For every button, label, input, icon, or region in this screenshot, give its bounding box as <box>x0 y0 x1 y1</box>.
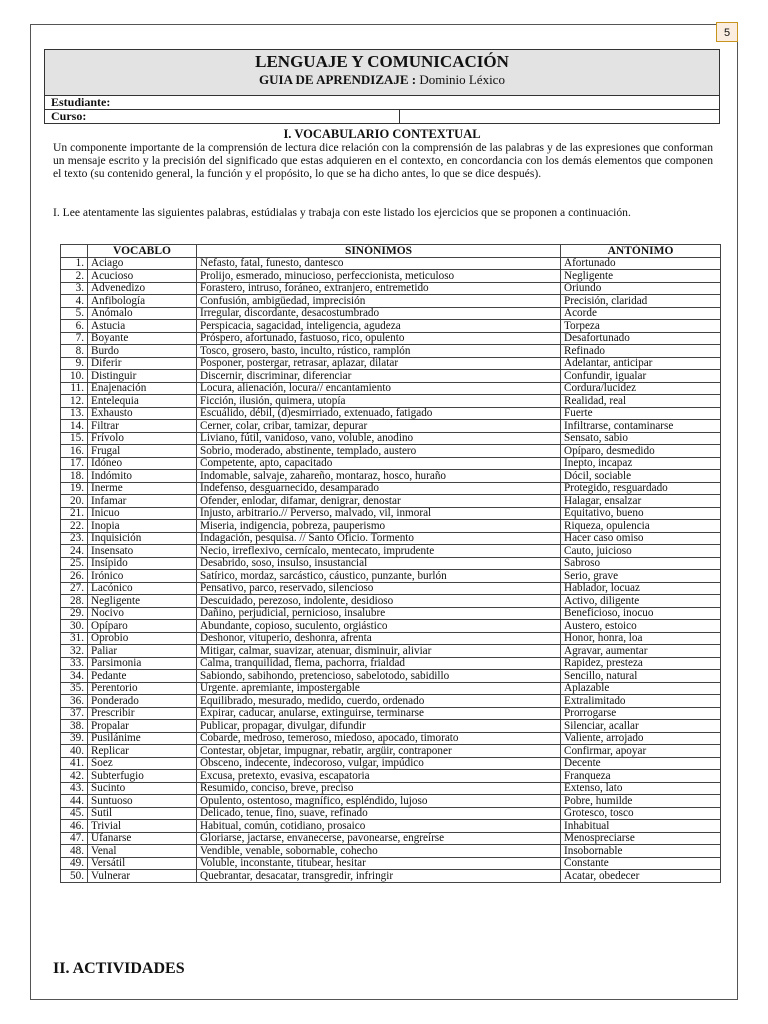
vocablo-cell: Insípido <box>88 557 197 570</box>
row-number: 50. <box>61 870 88 883</box>
sinonimos-cell: Urgente. apremiante, impostergable <box>197 682 561 695</box>
table-row <box>61 445 721 458</box>
table-row <box>61 270 721 283</box>
antonimo-cell: Infiltrarse, contaminarse <box>561 420 721 433</box>
antonimo-cell: Extenso, lato <box>561 782 721 795</box>
row-number: 13. <box>61 407 88 420</box>
sinonimos-cell: Mitigar, calmar, suavizar, atenuar, disminuir, aliviar <box>197 645 561 658</box>
table-row <box>61 657 721 670</box>
table-row <box>61 607 721 620</box>
antonimo-cell: Grotesco, tosco <box>561 807 721 820</box>
vocablo-cell: Subterfugio <box>88 770 197 783</box>
table-row <box>61 770 721 783</box>
antonimo-cell: Aplazable <box>561 682 721 695</box>
antonimo-cell: Prorrogarse <box>561 707 721 720</box>
row-number: 23. <box>61 532 88 545</box>
antonimo-cell: Valiente, arrojado <box>561 732 721 745</box>
sinonimos-cell: Ofender, enlodar, difamar, denigrar, denostar <box>197 495 561 508</box>
antonimo-cell: Desafortunado <box>561 332 721 345</box>
vocablo-cell: Insensato <box>88 545 197 558</box>
antonimo-cell: Sensato, sabio <box>561 432 721 445</box>
vocablo-cell: Aciago <box>88 257 197 270</box>
header-title-block <box>45 50 719 96</box>
row-number: 34. <box>61 670 88 683</box>
antonimo-cell: Insobornable <box>561 845 721 858</box>
antonimo-cell: Rapidez, presteza <box>561 657 721 670</box>
row-number: 44. <box>61 795 88 808</box>
table-row <box>61 732 721 745</box>
table-row <box>61 582 721 595</box>
vocablo-cell: Parsimonia <box>88 657 197 670</box>
sinonimos-cell: Resumido, conciso, breve, preciso <box>197 782 561 795</box>
antonimo-cell: Refinado <box>561 345 721 358</box>
document-subtitle <box>45 72 719 88</box>
table-row <box>61 320 721 333</box>
vocablo-cell: Oprobio <box>88 632 197 645</box>
antonimo-cell: Menospreciarse <box>561 832 721 845</box>
vocablo-cell: Inquisición <box>88 532 197 545</box>
table-row <box>61 620 721 633</box>
row-number: 24. <box>61 545 88 558</box>
row-number: 5. <box>61 307 88 320</box>
sinonimos-cell: Pensativo, parco, reservado, silencioso <box>197 582 561 595</box>
vocablo-cell: Irónico <box>88 570 197 583</box>
table-row <box>61 857 721 870</box>
row-number: 6. <box>61 320 88 333</box>
table-row <box>61 782 721 795</box>
table-row <box>61 682 721 695</box>
antonimo-cell: Constante <box>561 857 721 870</box>
vocablo-cell: Anfibología <box>88 295 197 308</box>
row-number: 9. <box>61 357 88 370</box>
sinonimos-cell: Gloriarse, jactarse, envanecerse, pavonearse, engreírse <box>197 832 561 845</box>
sinonimos-cell: Voluble, inconstante, titubear, hesitar <box>197 857 561 870</box>
table-row <box>61 370 721 383</box>
antonimo-cell: Beneficioso, inocuo <box>561 607 721 620</box>
vocablo-cell: Inicuo <box>88 507 197 520</box>
antonimo-cell: Oriundo <box>561 282 721 295</box>
row-number: 45. <box>61 807 88 820</box>
row-number: 3. <box>61 282 88 295</box>
row-number: 1. <box>61 257 88 270</box>
table-row <box>61 795 721 808</box>
vocablo-cell: Pusilánime <box>88 732 197 745</box>
row-number: 30. <box>61 620 88 633</box>
vocablo-cell: Replicar <box>88 745 197 758</box>
sinonimos-cell: Indomable, salvaje, zahareño, montaraz, hosco, huraño <box>197 470 561 483</box>
instruction-paragraph: I. Lee atentamente las siguientes palabras, estúdialas y trabaja con este listado los ejercicios que se proponen a continuación. <box>53 206 631 219</box>
vocablo-cell: Inerme <box>88 482 197 495</box>
table-row <box>61 570 721 583</box>
vocablo-cell: Propalar <box>88 720 197 733</box>
sinonimos-cell: Excusa, pretexto, evasiva, escapatoria <box>197 770 561 783</box>
antonimo-cell: Precisión, claridad <box>561 295 721 308</box>
sinonimos-cell: Satírico, mordaz, sarcástico, cáustico, punzante, burlón <box>197 570 561 583</box>
vocablo-cell: Suntuoso <box>88 795 197 808</box>
sinonimos-cell: Indefenso, desguarnecido, desamparado <box>197 482 561 495</box>
course-label: Curso: <box>45 110 400 123</box>
sinonimos-cell: Vendible, venable, sobornable, cohecho <box>197 845 561 858</box>
sinonimos-cell: Publicar, propagar, divulgar, difundir <box>197 720 561 733</box>
table-row <box>61 332 721 345</box>
sinonimos-cell: Cerner, colar, cribar, tamizar, depurar <box>197 420 561 433</box>
header-vocablo: VOCABLO <box>88 245 197 258</box>
row-number: 46. <box>61 820 88 833</box>
antonimo-cell: Afortunado <box>561 257 721 270</box>
row-number: 40. <box>61 745 88 758</box>
antonimo-cell: Halagar, ensalzar <box>561 495 721 508</box>
course-row <box>45 109 719 123</box>
row-number: 48. <box>61 845 88 858</box>
row-number: 16. <box>61 445 88 458</box>
table-row <box>61 257 721 270</box>
antonimo-cell: Pobre, humilde <box>561 795 721 808</box>
table-row <box>61 520 721 533</box>
table-row <box>61 595 721 608</box>
row-number: 25. <box>61 557 88 570</box>
row-number: 31. <box>61 632 88 645</box>
antonimo-cell: Extralimitado <box>561 695 721 708</box>
sinonimos-cell: Posponer, postergar, retrasar, aplazar, dilatar <box>197 357 561 370</box>
sinonimos-cell: Nefasto, fatal, funesto, dantesco <box>197 257 561 270</box>
sinonimos-cell: Locura, alienación, locura// encantamiento <box>197 382 561 395</box>
row-number: 36. <box>61 695 88 708</box>
antonimo-cell: Silenciar, acallar <box>561 720 721 733</box>
vocablo-cell: Infamar <box>88 495 197 508</box>
antonimo-cell: Sencillo, natural <box>561 670 721 683</box>
table-row <box>61 307 721 320</box>
table-row <box>61 420 721 433</box>
vocabulary-table <box>60 244 721 883</box>
sinonimos-cell: Prolijo, esmerado, minucioso, perfeccionista, meticuloso <box>197 270 561 283</box>
table-row <box>61 695 721 708</box>
sinonimos-cell: Contestar, objetar, impugnar, rebatir, argüir, contraponer <box>197 745 561 758</box>
antonimo-cell: Fuerte <box>561 407 721 420</box>
sinonimos-cell: Injusto, arbitrario.// Perverso, malvado, vil, inmoral <box>197 507 561 520</box>
document-header <box>44 49 720 124</box>
row-number: 27. <box>61 582 88 595</box>
sinonimos-cell: Irregular, discordante, desacostumbrado <box>197 307 561 320</box>
vocablo-cell: Vulnerar <box>88 870 197 883</box>
antonimo-cell: Hacer caso omiso <box>561 532 721 545</box>
table-row <box>61 482 721 495</box>
vocablo-cell: Soez <box>88 757 197 770</box>
table-row <box>61 532 721 545</box>
vocablo-cell: Venal <box>88 845 197 858</box>
vocablo-cell: Entelequia <box>88 395 197 408</box>
vocablo-cell: Sucinto <box>88 782 197 795</box>
antonimo-cell: Adelantar, anticipar <box>561 357 721 370</box>
table-row <box>61 645 721 658</box>
antonimo-cell: Realidad, real <box>561 395 721 408</box>
header-num <box>61 245 88 258</box>
antonimo-cell: Acatar, obedecer <box>561 870 721 883</box>
antonimo-cell: Dócil, sociable <box>561 470 721 483</box>
row-number: 32. <box>61 645 88 658</box>
antonimo-cell: Franqueza <box>561 770 721 783</box>
vocablo-cell: Versátil <box>88 857 197 870</box>
row-number: 18. <box>61 470 88 483</box>
sinonimos-cell: Opulento, ostentoso, magnífico, espléndido, lujoso <box>197 795 561 808</box>
table-row <box>61 632 721 645</box>
table-row <box>61 507 721 520</box>
vocablo-cell: Filtrar <box>88 420 197 433</box>
vocablo-cell: Frugal <box>88 445 197 458</box>
row-number: 33. <box>61 657 88 670</box>
table-row <box>61 345 721 358</box>
sinonimos-cell: Cobarde, medroso, temeroso, miedoso, apocado, timorato <box>197 732 561 745</box>
table-row <box>61 557 721 570</box>
vocablo-cell: Anómalo <box>88 307 197 320</box>
row-number: 26. <box>61 570 88 583</box>
sinonimos-cell: Expirar, caducar, anularse, extinguirse, terminarse <box>197 707 561 720</box>
vocablo-cell: Inopia <box>88 520 197 533</box>
table-row <box>61 757 721 770</box>
antonimo-cell: Austero, estoico <box>561 620 721 633</box>
vocablo-cell: Advenedizo <box>88 282 197 295</box>
row-number: 29. <box>61 607 88 620</box>
table-row <box>61 282 721 295</box>
header-antonimo: ANTÓNIMO <box>561 245 721 258</box>
antonimo-cell: Inepto, incapaz <box>561 457 721 470</box>
sinonimos-cell: Quebrantar, desacatar, transgredir, infringir <box>197 870 561 883</box>
sinonimos-cell: Ficción, ilusión, quimera, utopía <box>197 395 561 408</box>
sinonimos-cell: Competente, apto, capacitado <box>197 457 561 470</box>
sinonimos-cell: Próspero, afortunado, fastuoso, rico, opulento <box>197 332 561 345</box>
sinonimos-cell: Forastero, intruso, foráneo, extranjero, entremetido <box>197 282 561 295</box>
table-row <box>61 807 721 820</box>
vocablo-cell: Sutil <box>88 807 197 820</box>
vocablo-cell: Boyante <box>88 332 197 345</box>
table-body <box>61 257 721 882</box>
row-number: 20. <box>61 495 88 508</box>
section-title-actividades: II. ACTIVIDADES <box>53 960 185 977</box>
sinonimos-cell: Obsceno, indecente, indecoroso, vulgar, impúdico <box>197 757 561 770</box>
vocablo-cell: Indómito <box>88 470 197 483</box>
sinonimos-cell: Escuálido, débil, (d)esmirriado, extenuado, fatigado <box>197 407 561 420</box>
vocablo-cell: Idóneo <box>88 457 197 470</box>
vocablo-cell: Negligente <box>88 595 197 608</box>
row-number: 11. <box>61 382 88 395</box>
antonimo-cell: Riqueza, opulencia <box>561 520 721 533</box>
vocablo-cell: Distinguir <box>88 370 197 383</box>
vocablo-cell: Perentorio <box>88 682 197 695</box>
antonimo-cell: Equitativo, bueno <box>561 507 721 520</box>
header-sinonimos: SINÓNIMOS <box>197 245 561 258</box>
row-number: 37. <box>61 707 88 720</box>
table-row <box>61 432 721 445</box>
page-number: 5 <box>716 22 738 42</box>
antonimo-cell: Negligente <box>561 270 721 283</box>
table-row <box>61 745 721 758</box>
antonimo-cell: Activo, diligente <box>561 595 721 608</box>
antonimo-cell: Acorde <box>561 307 721 320</box>
table-row <box>61 457 721 470</box>
row-number: 28. <box>61 595 88 608</box>
vocablo-cell: Trivial <box>88 820 197 833</box>
table-row <box>61 470 721 483</box>
vocablo-cell: Diferir <box>88 357 197 370</box>
table-row <box>61 720 721 733</box>
sinonimos-cell: Sobrio, moderado, abstinente, templado, austero <box>197 445 561 458</box>
row-number: 39. <box>61 732 88 745</box>
antonimo-cell: Sabroso <box>561 557 721 570</box>
intro-paragraph: Un componente importante de la comprensión de lectura dice relación con la comprensión de las palabras y de las expresiones que conforman un mensaje escrito y la precisión del significado que estas adquieren en el contexto, en concordancia con los demás elementos que componen el texto (su contenido general, la función y el propósito, lo que se ha dicho antes, lo que se dice después). <box>53 141 713 180</box>
sinonimos-cell: Deshonor, vituperio, deshonra, afrenta <box>197 632 561 645</box>
sinonimos-cell: Liviano, fútil, vanidoso, vano, voluble, anodino <box>197 432 561 445</box>
vocablo-cell: Burdo <box>88 345 197 358</box>
table-row <box>61 832 721 845</box>
student-row <box>45 96 719 109</box>
antonimo-cell: Decente <box>561 757 721 770</box>
sinonimos-cell: Confusión, ambigüedad, imprecisión <box>197 295 561 308</box>
row-number: 22. <box>61 520 88 533</box>
row-number: 12. <box>61 395 88 408</box>
sinonimos-cell: Desabrido, soso, insulso, insustancial <box>197 557 561 570</box>
antonimo-cell: Confirmar, apoyar <box>561 745 721 758</box>
vocablo-cell: Nocivo <box>88 607 197 620</box>
row-number: 15. <box>61 432 88 445</box>
vocablo-cell: Exhausto <box>88 407 197 420</box>
vocablo-cell: Frívolo <box>88 432 197 445</box>
student-label: Estudiante: <box>51 95 111 109</box>
table-row <box>61 495 721 508</box>
table-row <box>61 295 721 308</box>
sinonimos-cell: Delicado, tenue, fino, suave, refinado <box>197 807 561 820</box>
table-row <box>61 820 721 833</box>
table-row <box>61 395 721 408</box>
row-number: 7. <box>61 332 88 345</box>
antonimo-cell: Agravar, aumentar <box>561 645 721 658</box>
sinonimos-cell: Miseria, indigencia, pobreza, pauperismo <box>197 520 561 533</box>
vocablo-cell: Astucia <box>88 320 197 333</box>
row-number: 41. <box>61 757 88 770</box>
antonimo-cell: Torpeza <box>561 320 721 333</box>
document-title: LENGUAJE Y COMUNICACIÓN <box>255 52 509 71</box>
row-number: 17. <box>61 457 88 470</box>
row-number: 42. <box>61 770 88 783</box>
antonimo-cell: Opíparo, desmedido <box>561 445 721 458</box>
row-number: 43. <box>61 782 88 795</box>
vocablo-cell: Ponderado <box>88 695 197 708</box>
sinonimos-cell: Descuidado, perezoso, indolente, desidioso <box>197 595 561 608</box>
vocablo-cell: Enajenación <box>88 382 197 395</box>
table-row <box>61 870 721 883</box>
row-number: 14. <box>61 420 88 433</box>
antonimo-cell: Honor, honra, loa <box>561 632 721 645</box>
antonimo-cell: Cordura/lucidez <box>561 382 721 395</box>
sinonimos-cell: Discernir, discriminar, diferenciar <box>197 370 561 383</box>
sinonimos-cell: Calma, tranquilidad, flema, pachorra, frialdad <box>197 657 561 670</box>
sinonimos-cell: Abundante, copioso, suculento, orgiástico <box>197 620 561 633</box>
subtitle-rest: Dominio Léxico <box>416 72 505 87</box>
row-number: 21. <box>61 507 88 520</box>
sinonimos-cell: Necio, irreflexivo, cernícalo, mentecato, imprudente <box>197 545 561 558</box>
vocablo-cell: Prescribir <box>88 707 197 720</box>
subtitle-bold: GUIA DE APRENDIZAJE : <box>259 72 417 87</box>
sinonimos-cell: Equilibrado, mesurado, medido, cuerdo, ordenado <box>197 695 561 708</box>
sinonimos-cell: Indagación, pesquisa. // Santo Oficio. Tormento <box>197 532 561 545</box>
row-number: 4. <box>61 295 88 308</box>
sinonimos-cell: Perspicacia, sagacidad, inteligencia, agudeza <box>197 320 561 333</box>
vocablo-cell: Lacónico <box>88 582 197 595</box>
sinonimos-cell: Habitual, común, cotidiano, prosaico <box>197 820 561 833</box>
row-number: 8. <box>61 345 88 358</box>
vocablo-cell: Ufanarse <box>88 832 197 845</box>
row-number: 47. <box>61 832 88 845</box>
table-row <box>61 845 721 858</box>
antonimo-cell: Confundir, igualar <box>561 370 721 383</box>
table-row <box>61 670 721 683</box>
vocablo-cell: Pedante <box>88 670 197 683</box>
row-number: 10. <box>61 370 88 383</box>
table-row <box>61 707 721 720</box>
sinonimos-cell: Sabiondo, sabihondo, pretencioso, sabelotodo, sabidillo <box>197 670 561 683</box>
antonimo-cell: Serio, grave <box>561 570 721 583</box>
antonimo-cell: Hablador, locuaz <box>561 582 721 595</box>
table-row <box>61 357 721 370</box>
row-number: 2. <box>61 270 88 283</box>
sinonimos-cell: Dañino, perjudicial, pernicioso, insalubre <box>197 607 561 620</box>
antonimo-cell: Cauto, juicioso <box>561 545 721 558</box>
sinonimos-cell: Tosco, grosero, basto, inculto, rústico, ramplón <box>197 345 561 358</box>
vocablo-cell: Paliar <box>88 645 197 658</box>
table-row <box>61 407 721 420</box>
row-number: 35. <box>61 682 88 695</box>
antonimo-cell: Protegido, resguardado <box>561 482 721 495</box>
row-number: 38. <box>61 720 88 733</box>
antonimo-cell: Inhabitual <box>561 820 721 833</box>
table-row <box>61 382 721 395</box>
vocablo-cell: Acucioso <box>88 270 197 283</box>
table-row <box>61 545 721 558</box>
table-header-row <box>61 245 721 258</box>
section-title-vocabulario: I. VOCABULARIO CONTEXTUAL <box>283 127 481 141</box>
vocablo-cell: Opíparo <box>88 620 197 633</box>
row-number: 49. <box>61 857 88 870</box>
row-number: 19. <box>61 482 88 495</box>
